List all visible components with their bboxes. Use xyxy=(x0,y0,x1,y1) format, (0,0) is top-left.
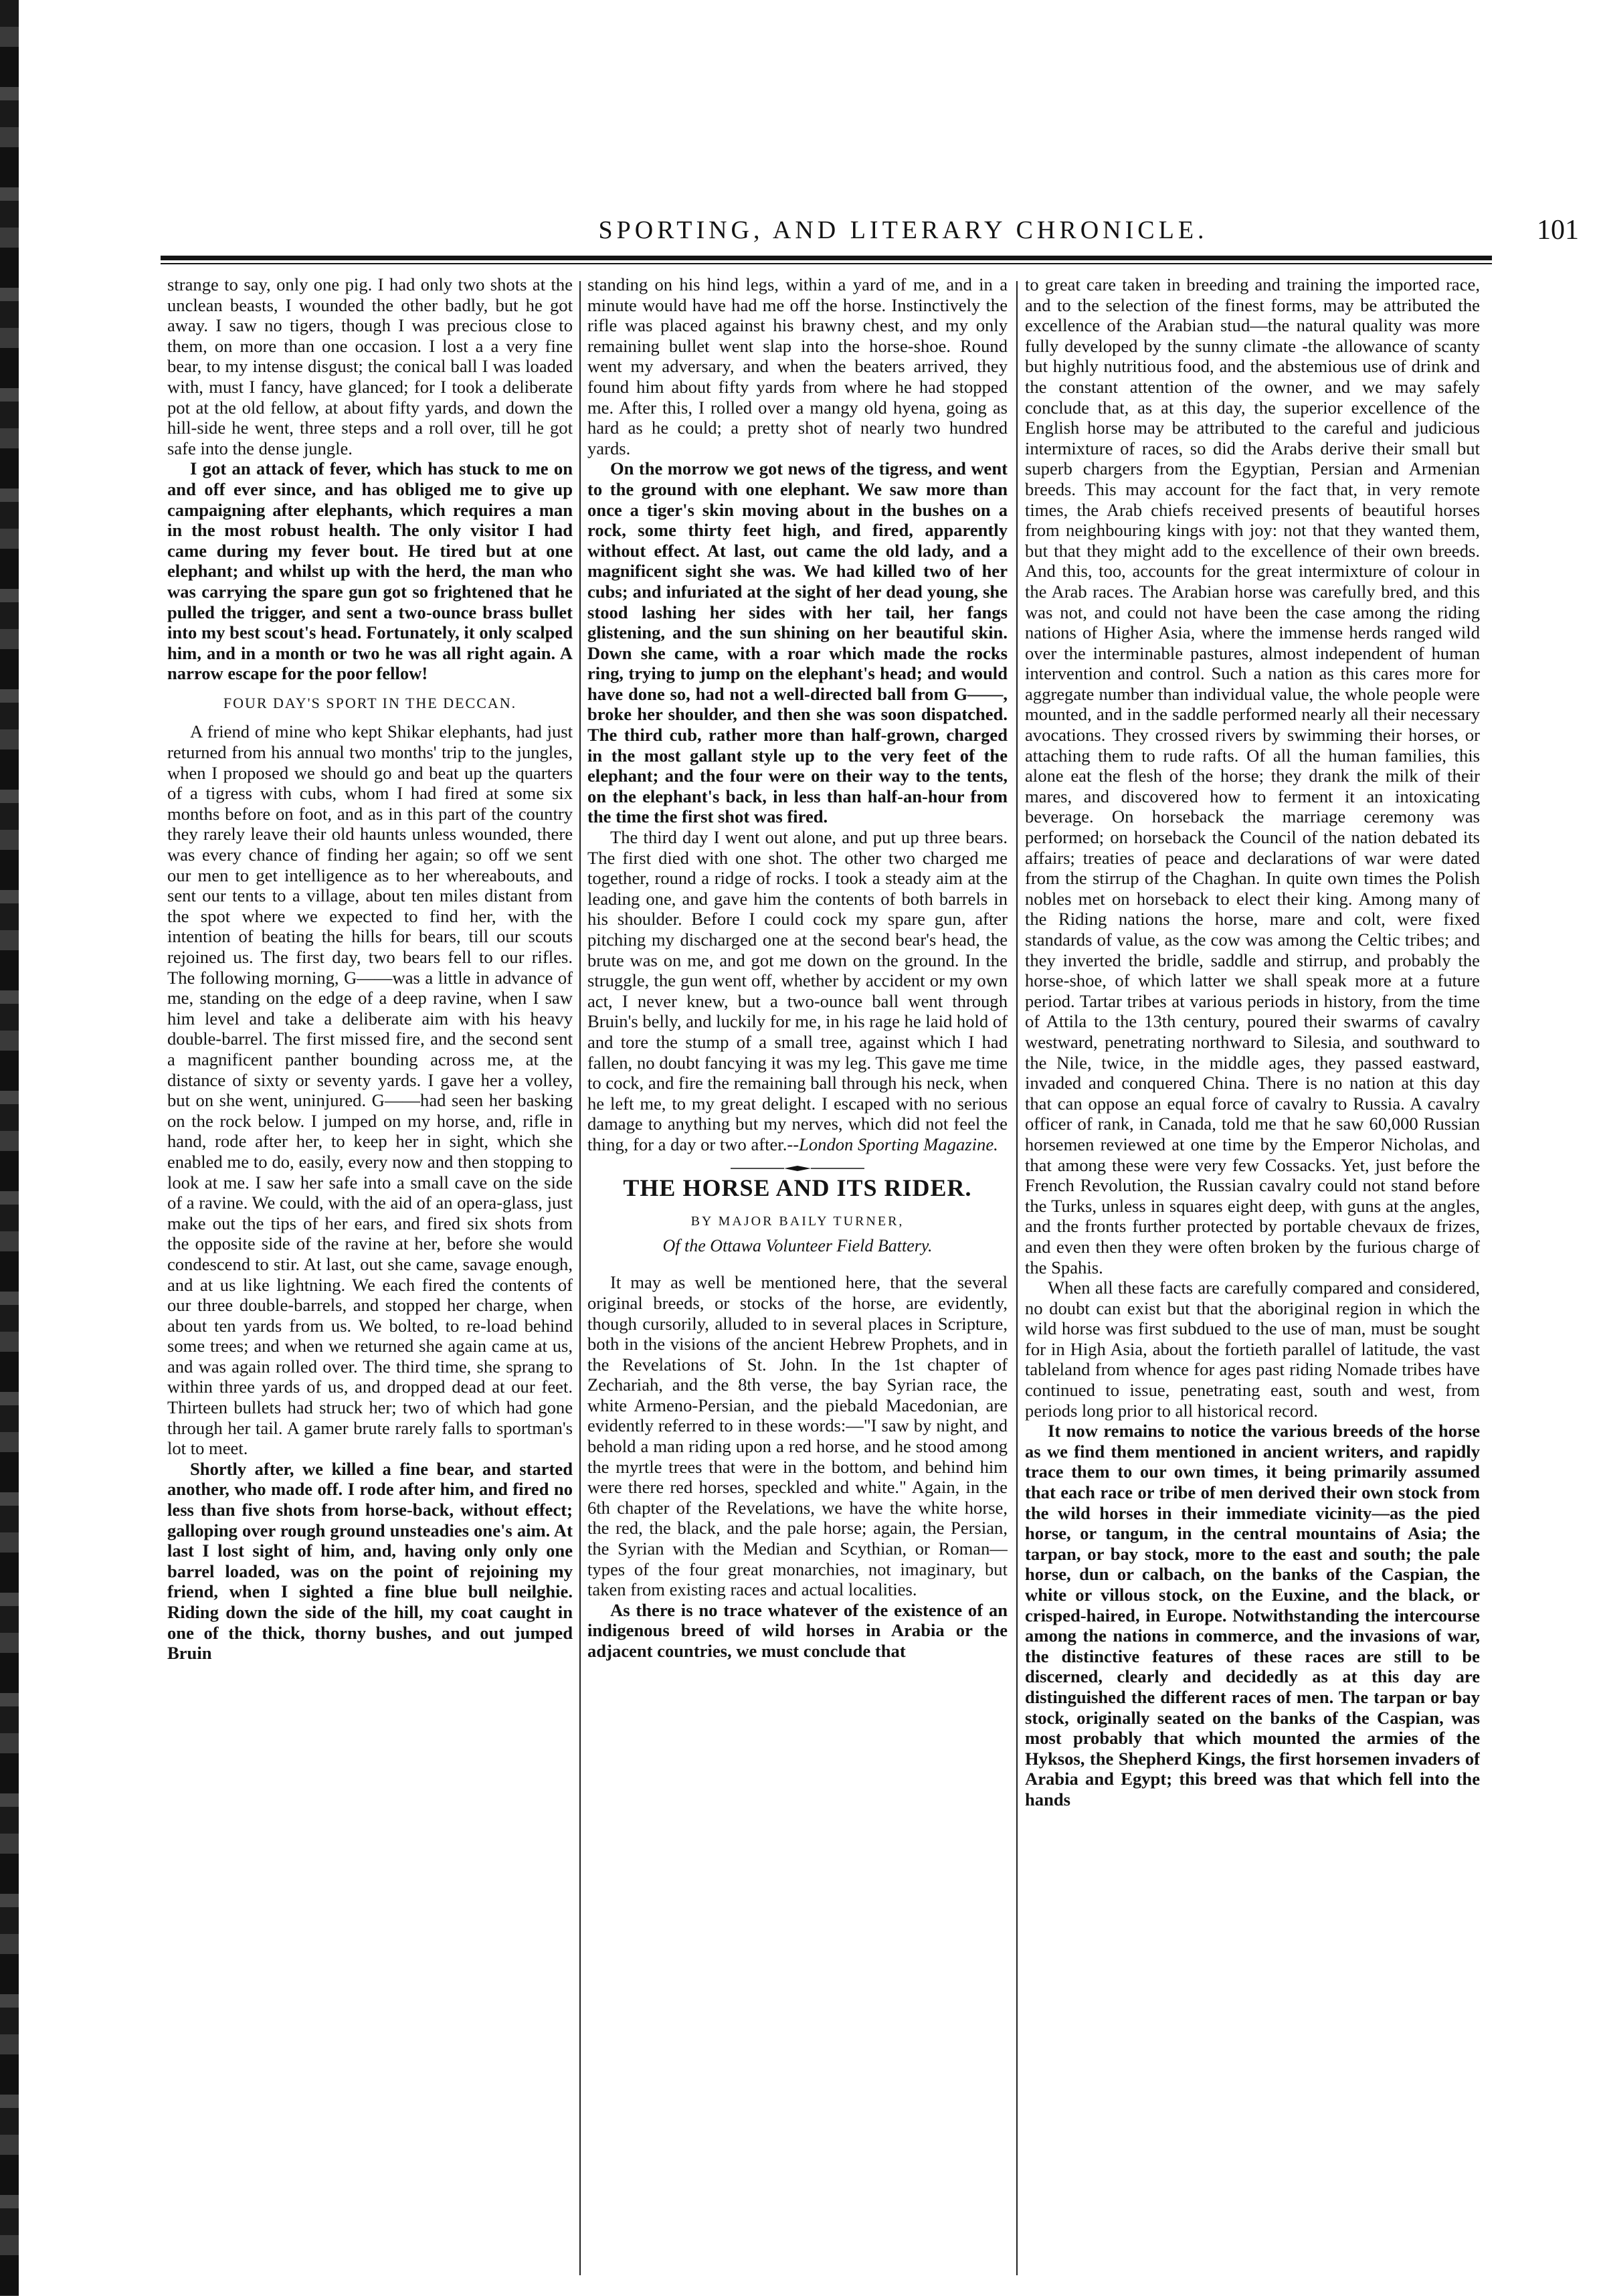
col2-paragraph-3-text: The third day I went out alone, and put up three bears. The first died with one shot. The other two charged me together, round a ridge of rocks. I took a steady aim at the leading one, and gave him the contents of both barrels in his shoulder. Before I could cock my spare gun, after pitching my discharged one at the second bear's head, the brute was on me, and got me down on the ground. In the struggle, the gun went off, whether by accident or my own act, I never knew, but a two-ounce ball went through Bruin's belly, and luckily for me, in his rage he laid hold of and tore the stump of a small tree, against which I had fallen, no doubt fancying it was my leg. This gave me time to cock, and fire the remaining ball through his neck, when he left me, to my great delight. I escaped with no serious damage to anything but my nerves, which did not feel the thing, for a day or two after. xyxy=(587,827,1008,1154)
header-rule-thick xyxy=(161,256,1492,260)
page-binding-edge xyxy=(0,0,19,2296)
col2-paragraph-5: As there is no trace whatever of the existence of an indigenous breed of wild horses in Arabia or the adjacent countries, we must conclude that xyxy=(587,1599,1008,1661)
col3-paragraph-2: When all these facts are carefully compared and considered, no doubt can exist but that the aboriginal region in which the wild horse was first subdued to the use of man, must be sought for in High Asia, about the fortieth parallel of latitude, the vast tableland from whence for ages past riding Nomade tribes have continued to issue, penetrating east, south and west, from periods long prior to all historical record. xyxy=(1025,1277,1480,1421)
article-title: THE HORSE AND ITS RIDER. xyxy=(623,1174,972,1201)
col1-paragraph-4: Shortly after, we killed a fine bear, and started another, who made off. I rode after him, and fired no less than five shots from horse-back, without effect; galloping over rough ground unsteadies one's aim. At last I lost sight of him, and, having only only one barrel loaded, was on the point of rejoining my friend, when I sighted a fine blue bull neilghie. Riding down the side of the hill, my coat caught in one of the thick, thorny bushes, and out jumped Bruin xyxy=(167,1458,573,1664)
article-affiliation: Of the Ottawa Volunteer Field Battery. xyxy=(662,1235,933,1255)
col1-paragraph-2: I got an attack of fever, which has stuck to me on and off ever since, and has obliged me to give up campaigning after elephants, which requires a man in the most robust health. The only visitor I had came during my fever bout. He tired but at one elephant; and whilst up with the herd, the man who was carrying the spare gun got so frightened that he pulled the trigger, and sent a two-ounce brass bullet into my best scout's head. Fortunately, it only scalped him, and in a month or two he was all right again. A narrow escape for the poor fellow! xyxy=(167,458,573,684)
column-3 xyxy=(1025,274,1480,2275)
col1-paragraph-3: A friend of mine who kept Shikar elephants, had just returned from his annual two months' trip to the jungles, when I proposed we should go and beat up the quarters of a tigress with cubs, whom I had fired at some six months before on foot, and as in this part of the country they rarely leave their old haunts unless wounded, there was every chance of finding her again; so off we sent our men to get intelligence as to her whereabouts, and sent our tents to a village, about ten miles distant from the spot where we expected to find her, with the intention of beating the hills for bears, till our scouts rejoined us. The first day, two bears fell to our rifles. The following morning, G——was a little in advance of me, standing on the edge of a deep ravine, when I saw him level and take a deliberate aim with his heavy double-barrel. The first missed fire, and the second sent a magnificent panther bounding across me, at the distance of sixty or seventy yards. I gave her a volley, but on she went, uninjured. G——had seen her basking on the rock below. I jumped on my horse, and, rifle in hand, rode after her, to keep her in sight, which she enabled me to do, easily, every now and then stopping to look at me. I saw her safe into a small cave on the side of a ravine. We could, with the aid of an opera-glass, just make out the tips of her ears, and fired six shots from the opposite side of the ravine at her, before she would condescend to stir. At last, out she came, savage enough, and at us like lightning. We each fired the contents of our three double-barrels, and stopped her charge, when about ten yards from us. We bolted, to re-load behind some trees; and when we returned she again came at us, and was again rolled over. The third time, she sprang to within three yards of us, and dropped dead at our feet. Thirteen bullets had struck her; two of which had gone through her tail. A gamer brute rarely falls to sportman's lot to meet. xyxy=(167,721,573,1459)
page-header xyxy=(161,213,1579,260)
column-rule-1 xyxy=(579,281,581,2275)
col1-paragraph-1: strange to say, only one pig. I had only two shots at the unclean beasts, I wounded the other badly, but he got away. I saw no tigers, though I was precious close to them, on more than one occasion. I lost a a very fine bear, to my intense disgust; the conical ball I was loaded with, must I fancy, have glanced; for I took a deliberate pot at the old fellow, at about fifty yards, and down the hill-side he went, three steps and a roll over, till he got safe into the dense jungle. xyxy=(167,274,573,458)
col3-paragraph-3: It now remains to notice the various breeds of the horse as we find them mentioned in ancient writers, and rapidly trace them to our own times, it being primarily assumed that each race or tribe of men derived their own stock from the wild horses in their immediate vicinity—as the pied horse, or tangum, in the central mountains of Asia; the tarpan, or bay stock, more to the east and south; the pale horse, dun or calbach, on the banks of the Caspian, the white or villous stock, on the Euxine, and the black, or crisped-haired, in Europe. Notwithstanding the intercourse among the nations in commerce, and the invasions of war, the distinctive features of these races are still to be discerned, clearly and decidedly as at this day are distinguished the different races of men. The tarpan or bay stock, originally seated on the banks of the Caspian, was most probably that which mounted the armies of the Hyksos, the Shepherd Kings, the first horsemen invaders of Arabia and Egypt; this breed was that which fell into the hands xyxy=(1025,1421,1480,1809)
col2-paragraph-3 xyxy=(587,827,1008,1155)
col2-paragraph-4: It may as well be mentioned here, that the several original breeds, or stocks of the horse, are evidently, though cursorily, alluded to in several places in Scripture, both in the visions of the ancient Hebrew Prophets, and in the Revelations of St. John. In the 1st chapter of Zechariah, and the 8th verse, the bay Syrian race, the white Armeno-Persian, and the piebald Macedonian, are evidently referred to in these words:—"I saw by night, and behold a man riding upon a red horse, and he stood among the myrtle trees that were in the bottom, and behind him were there red horses, speckled and white." Again, in the 6th chapter of the Revelations, we have the white horse, the red, the black, and the pale horse; again, the Persian, the Syrian with the Median and Scythian, or Roman—types of the four great monarchies, not imaginary, but taken from existing races and actual localities. xyxy=(587,1272,1008,1600)
column-2 xyxy=(587,274,1008,2275)
running-head: SPORTING, AND LITERARY CHRONICLE. xyxy=(598,216,1208,244)
col3-paragraph-1: to great care taken in breeding and training the imported race, and to the selection of the finest forms, may be attributed the excellence of the Arabian stud—the natural quality was more fully developed by the sunny climate -the allowance of scanty but highly nutritious food, and the abstemious use of drink and the constant attention of the owner, and we may safely conclude that, as at this day, the superior excellence of the English horse may be attributed to the careful and judicious intermixture of races, so did the Arabs derive their small but superb chargers from the Egyptian, Persian and Armenian breeds. This may account for the fact that, in very remote times, the Arab chiefs received presents of beautiful horses from neighbouring kings with joy: not that they wanted them, but that they might add to the excellence of their own breeds. And this, too, accounts for the great intermixture of colour in the Arab races. The Arabian horse was carefully bred, and this was not, and could not have been the case among the riding nations of Higher Asia, where the immense herds ranged wild over the interminable pastures, almost independent of human intervention and control. Such a nation as this cares more for aggregate number than individual value, the whole people were mounted, and in the saddle performed nearly all their necessary avocations. They crossed rivers by swimming their horses, or attaching them to rude rafts. Of all the human families, this alone eat the flesh of the horse; they drank the milk of their mares, and discovered how to ferment it an intoxicating beverage. On horseback the marriage ceremony was performed; on horseback the Council of the nation debated its affairs; treaties of peace and declarations of war were dated from the stirrup of the Chaghan. In quite own times the Polish nobles met on horseback to elect their king. Among many of the Riding nations the horse, mare and colt, were fixed standards of value, as the cow was among the Celtic tribes; and they inverted the bridle, saddle and stirrup, and probably the horse-shoe, of which latter we shall speak more at a future period. Tartar tribes at various periods in history, from the time of Attila to the 13th century, poured their swarms of cavalry westward, penetrating northward to Silesia, and southward to the Nile, twice, in the middle ages, they passed eastward, invaded and conquered China. There is no nation at this day that can oppose an equal force of cavalry to Russia. A cavalry officer of rank, in Canada, told me that he saw 60,000 Russian horsemen reviewed at one time by the Emperor Nicholas, and that among these were very few Cossacks. Yet, just before the French Revolution, the Russian cavalry could not stand before the Turks, unless in squares eight deep, with guns at the angles, and the fronts further protected by portable chevaux de frizes, and even then they were often broken by the furious charge of the Spahis. xyxy=(1025,274,1480,1277)
page-number: 101 xyxy=(1537,215,1579,246)
article-byline: BY MAJOR BAILY TURNER, xyxy=(690,1214,905,1229)
column-1 xyxy=(167,274,573,2275)
section-subhead: FOUR DAY'S SPORT IN THE DECCAN. xyxy=(223,694,517,711)
column-rule-2 xyxy=(1016,281,1018,2275)
col2-paragraph-1: standing on his hind legs, within a yard of me, and in a minute would have had me off the horse. Instinctively the rifle was placed against his brawny chest, and my only remaining bullet went slap into the horse-shoe. Round went my adversary, and when the beaters arrived, they found him about fifty yards from where he had stopped me. After this, I rolled over a mangy old hyena, going as hard as he could; a pretty shot of nearly two hundred yards. xyxy=(587,274,1008,458)
section-ornament xyxy=(731,1166,864,1171)
header-rule-thin xyxy=(161,263,1492,264)
col2-paragraph-2: On the morrow we got news of the tigress, and went to the ground with one elephant. We saw more than once a tiger's skin moving about in the bushes on a rock, some thirty feet high, and fired, apparently without effect. At last, out came the old lady, and a magnificent sight she was. We had killed two of her cubs; and infuriated at the sight of her dead young, she stood lashing her sides with her tail, her fangs glistening, and the sun shining on her beautiful skin. Down she came, with a roar which made the rocks ring, trying to jump on the elephant's head; and would have done so, had not a well-directed ball from G——, broke her shoulder, and then she was soon dispatched. The third cub, rather more than half-grown, charged in the most gallant style up to the very feet of the elephant; and the four were on their way to the tents, on the elephant's back, in less than half-an-hour from the time the first shot was fired. xyxy=(587,458,1008,827)
article-source: --London Sporting Magazine. xyxy=(787,1134,998,1154)
